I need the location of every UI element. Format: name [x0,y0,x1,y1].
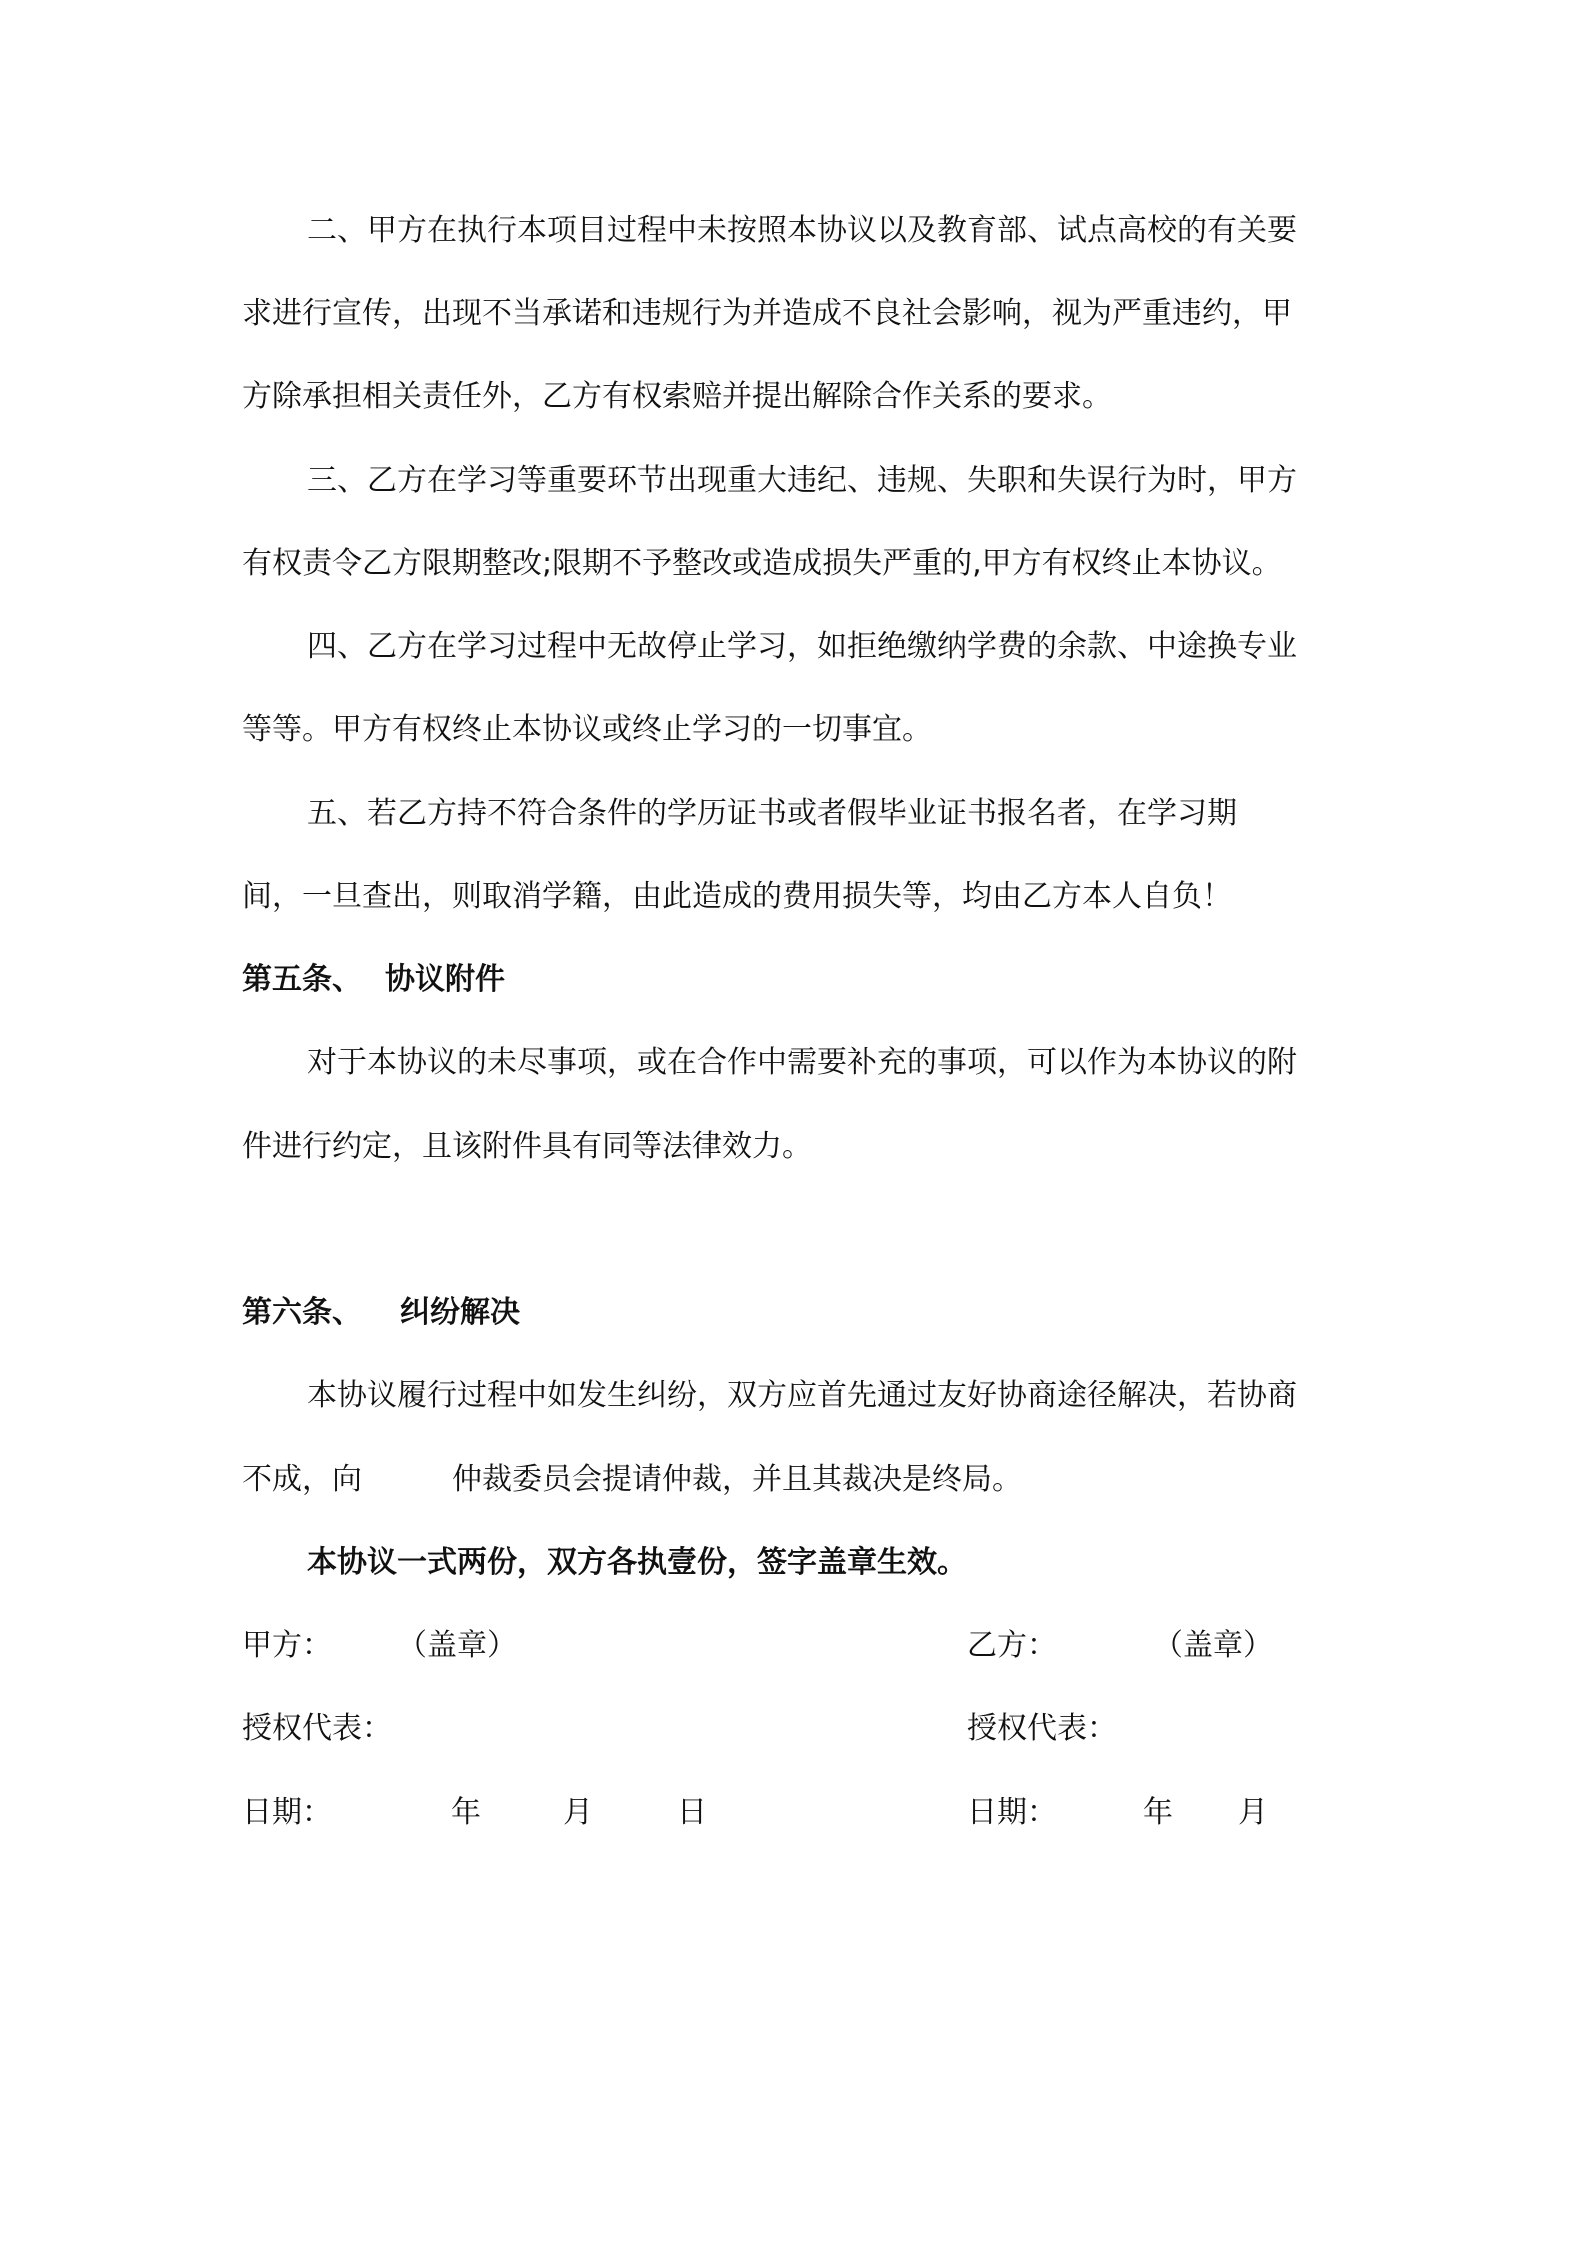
clause-5-line-2: 间，一旦查出，则取消学籍，由此造成的费用损失等，均由乙方本人自负！ [242,879,1232,914]
clause-2-line-2: 求进行宣传，出现不当承诺和违规行为并造成不良社会影响，视为严重违约，甲 [242,296,1292,331]
party-a-date-label: 日期： [242,1795,332,1830]
party-b-label: 乙方： [967,1628,1057,1663]
party-b-month: 月 [1238,1795,1268,1830]
article-6-line-1: 本协议履行过程中如发生纠纷，双方应首先通过友好协商途径解决，若协商 [307,1378,1297,1413]
clause-2-line-3: 方除承担相关责任外，乙方有权索赔并提出解除合作关系的要求。 [242,379,1112,414]
article-5-number: 第五条、 [242,962,362,997]
article-6-number: 第六条、 [242,1295,362,1330]
party-a-seal: （盖章） [397,1628,517,1663]
party-b-year: 年 [1143,1795,1173,1830]
party-b-seal: （盖章） [1153,1628,1273,1663]
party-a-day: 日 [677,1795,707,1830]
article-6-line-2-start: 不成，向 [242,1462,362,1497]
closing-statement: 本协议一式两份，双方各执壹份，签字盖章生效。 [307,1545,967,1580]
party-a-label: 甲方： [242,1628,332,1663]
article-6-title: 纠纷解决 [400,1295,520,1330]
party-b-representative: 授权代表： [967,1711,1117,1746]
clause-4-line-1: 四、乙方在学习过程中无故停止学习，如拒绝缴纳学费的余款、中途换专业 [307,629,1297,664]
party-a-year: 年 [451,1795,481,1830]
clause-2-line-1: 二、甲方在执行本项目过程中未按照本协议以及教育部、试点高校的有关要 [307,213,1297,248]
clause-5-line-1: 五、若乙方持不符合条件的学历证书或者假毕业证书报名者，在学习期 [307,796,1237,831]
article-6-line-2-end: 仲裁委员会提请仲裁，并且其裁决是终局。 [452,1462,1022,1497]
clause-4-line-2: 等等。甲方有权终止本协议或终止学习的一切事宜。 [242,712,932,747]
clause-3-line-2: 有权责令乙方限期整改;限期不予整改或造成损失严重的,甲方有权终止本协议。 [242,546,1282,581]
party-a-representative: 授权代表： [242,1711,392,1746]
party-a-month: 月 [563,1795,593,1830]
clause-3-line-1: 三、乙方在学习等重要环节出现重大违纪、违规、失职和失误行为时，甲方 [307,463,1297,498]
article-5-line-1: 对于本协议的未尽事项，或在合作中需要补充的事项，可以作为本协议的附 [307,1045,1297,1080]
party-b-date-label: 日期： [967,1795,1057,1830]
article-5-title: 协议附件 [385,962,505,997]
article-5-line-2: 件进行约定，且该附件具有同等法律效力。 [242,1129,812,1164]
